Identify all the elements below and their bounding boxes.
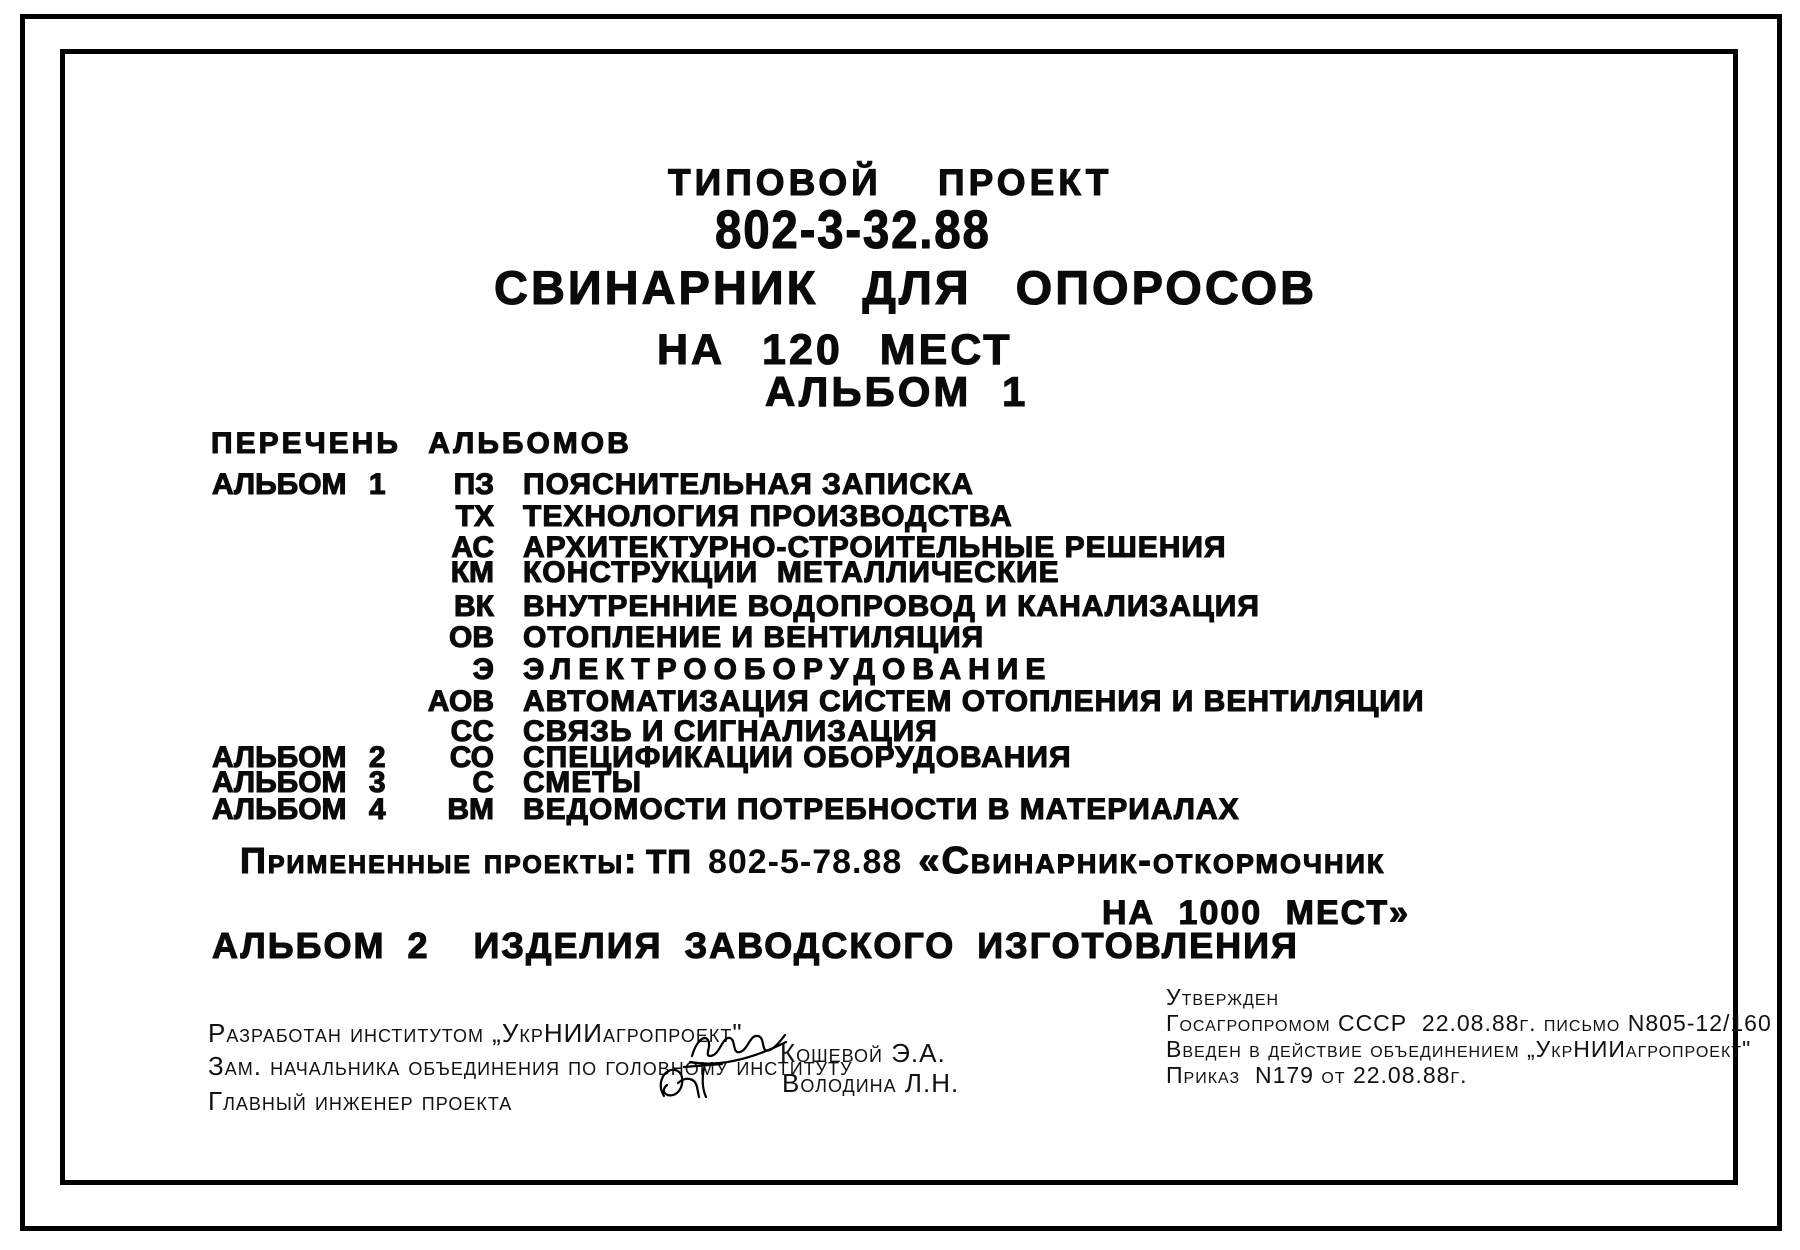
section-title: СВЯЗЬ И СИГНАЛИЗАЦИЯ — [523, 715, 938, 748]
section-code: СО — [449, 741, 494, 774]
section-title: СМЕТЫ — [523, 766, 642, 799]
approval-order-line: Приказ N179 от 22.08.88г. — [1166, 1062, 1468, 1088]
signer-name-koshevoy: Кошевой Э.А. — [780, 1038, 946, 1068]
project-title-line2: НА 120 МЕСТ — [657, 326, 1013, 374]
section-code: АС — [451, 531, 494, 564]
section-code: ВК — [454, 590, 494, 623]
album-number-title: АЛЬБОМ 1 — [765, 368, 1029, 415]
project-number: 802-3-32.88 — [715, 200, 991, 260]
signer-role-chief-engineer: Главный инженер проекта — [208, 1086, 513, 1116]
album-row — [212, 687, 1425, 717]
section-title: ВНУТРЕННИЕ ВОДОПРОВОД И КАНАЛИЗАЦИЯ — [523, 590, 1260, 623]
section-title: СПЕЦИФИКАЦИИ ОБОРУДОВАНИЯ — [523, 741, 1072, 774]
album-row — [212, 592, 1260, 622]
album-row — [212, 502, 1013, 532]
section-code: ТХ — [455, 500, 494, 533]
section-title: КОНСТРУКЦИИ МЕТАЛЛИЧЕСКИЕ — [523, 556, 1060, 589]
album2-factory-products-line: АЛЬБОМ 2 ИЗДЕЛИЯ ЗАВОДСКОГО ИЗГОТОВЛЕНИЯ — [212, 925, 1299, 966]
approval-status-line: Утвержден — [1166, 984, 1280, 1010]
signer-name-volodina: Володина Л.Н. — [782, 1068, 960, 1098]
section-code: Э — [472, 653, 494, 686]
section-title: ТЕХНОЛОГИЯ ПРОИЗВОДСТВА — [523, 500, 1013, 533]
section-code: ОВ — [449, 621, 494, 654]
album-label: АЛЬБОМ 3 — [212, 766, 386, 799]
album-label: АЛЬБОМ 2 — [212, 741, 386, 774]
section-title: ЭЛЕКТРООБОРУДОВАНИЕ — [523, 653, 1053, 686]
applied-project-name-line2: НА 1000 МЕСТ» — [1102, 894, 1411, 932]
albums-list — [212, 470, 1542, 830]
album-row — [212, 558, 1060, 588]
applied-projects-line — [240, 842, 1385, 880]
section-title: АВТОМАТИЗАЦИЯ СИСТЕМ ОТОПЛЕНИЯ И ВЕНТИЛЯЦИИ — [523, 685, 1425, 718]
section-code: АОВ — [427, 685, 494, 718]
album-row — [212, 795, 1240, 825]
album-row — [212, 623, 984, 653]
doc-type-title: ТИПОВОЙ ПРОЕКТ — [668, 162, 1113, 203]
applied-project-number: 802-5-78.88 — [707, 843, 903, 881]
album-row — [212, 470, 974, 500]
signer-role-deputy-head: Зам. начальника объединения по головному институту — [208, 1051, 853, 1081]
section-title: ПОЯСНИТЕЛЬНАЯ ЗАПИСКА — [523, 468, 974, 501]
album-label: АЛЬБОМ 1 — [212, 468, 386, 501]
section-code: ПЗ — [453, 468, 494, 501]
approval-enacted-line: Введен в действие объединением „УкрНИИагропроект" — [1166, 1036, 1752, 1062]
section-code: КМ — [450, 556, 494, 589]
applied-projects-label: Примененные проекты: — [240, 840, 639, 881]
signature-volodina-scribble — [652, 1060, 732, 1102]
approval-authority-line: Госагропромом СССР 22.08.88г. письмо N805-12/160 — [1166, 1010, 1772, 1036]
album-row — [212, 655, 1052, 685]
applied-project-name-line1: «Свинарник-откормочник — [918, 840, 1386, 882]
section-title: ОТОПЛЕНИЕ И ВЕНТИЛЯЦИЯ — [523, 621, 985, 654]
section-title: АРХИТЕКТУРНО-СТРОИТЕЛЬНЫЕ РЕШЕНИЯ — [523, 531, 1227, 564]
applied-project-type: ТП — [646, 843, 692, 880]
section-code: ВМ — [447, 793, 494, 826]
section-title: ВЕДОМОСТИ ПОТРЕБНОСТИ В МАТЕРИАЛАХ — [523, 793, 1240, 826]
project-title-line1: СВИНАРНИК ДЛЯ ОПОРОСОВ — [494, 261, 1318, 314]
section-code: С — [472, 766, 494, 799]
album-label: АЛЬБОМ 4 — [212, 793, 386, 826]
developed-by-line: Разработан институтом „УкрНИИагропроект" — [208, 1018, 743, 1048]
albums-list-heading: ПЕРЕЧЕНЬ АЛЬБОМОВ — [211, 427, 632, 460]
section-code: СС — [450, 715, 494, 748]
